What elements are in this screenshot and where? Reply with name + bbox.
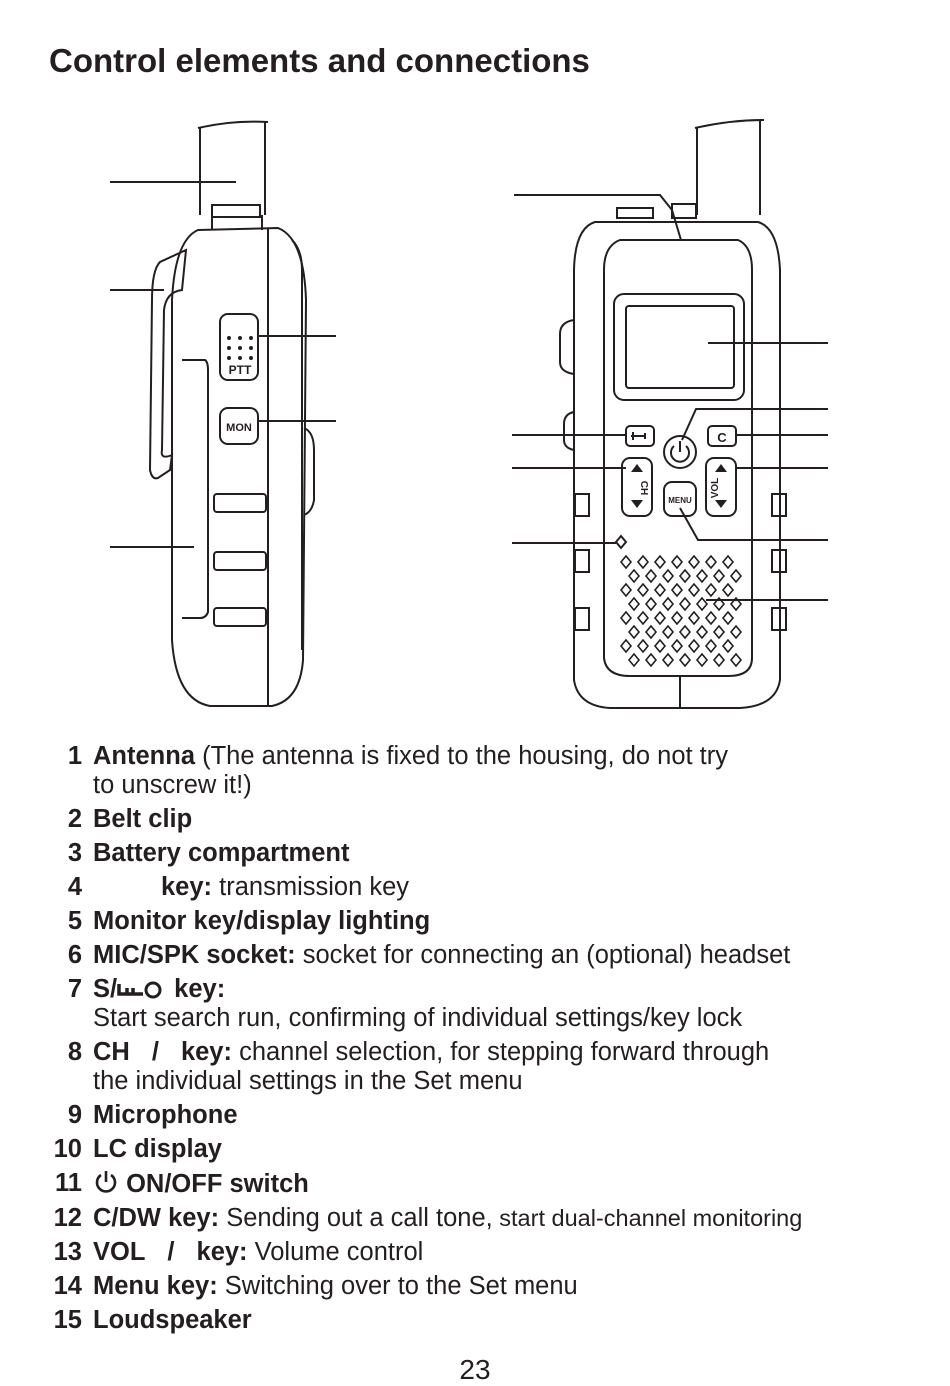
svg-text:CH: CH — [638, 480, 649, 496]
list-item: 9 Microphone — [67, 1101, 238, 1129]
power-icon — [93, 1169, 119, 1195]
list-item: 8 CH / key: channel selection, for stepping forward through the individual settings in the Set menu — [67, 1038, 770, 1095]
list-item: 12 C/DW key: Sending out a call tone, start dual-channel monitoring — [53, 1204, 803, 1232]
front-view — [512, 120, 828, 708]
list-item: 7 S/ key: Start search run, confirming of individual settings/key lock — [67, 975, 743, 1032]
page-title: Control elements and connections — [49, 42, 590, 79]
list-item: 1 Antenna (The antenna is fixed to the housing, do not try to unscrew it!) — [67, 742, 728, 799]
control-elements-list — [40, 742, 920, 1340]
key-lock-icon — [117, 978, 167, 1000]
svg-text:MON: MON — [226, 422, 252, 434]
list-item: 14 Menu key: Switching over to the Set menu — [53, 1272, 578, 1300]
list-item: 6 MIC/SPK socket: socket for connecting an (optional) headset — [67, 941, 791, 969]
list-item: 10 LC display — [53, 1135, 222, 1163]
list-item: 2 Belt clip — [67, 805, 193, 833]
svg-text:PTT: PTT — [228, 363, 252, 377]
radio-illustration — [0, 110, 950, 720]
list-item: 13 VOL / key: Volume control — [53, 1238, 424, 1266]
svg-text:C: C — [717, 430, 727, 445]
speaker-grille — [621, 556, 741, 666]
list-item: 11 ON/OFF switch — [55, 1169, 309, 1198]
list-item: 3 Battery compartment — [67, 839, 350, 867]
svg-text:MENU: MENU — [668, 496, 692, 505]
svg-text:VOL: VOL — [710, 477, 721, 499]
list-item: 15 Loudspeaker — [53, 1306, 252, 1334]
lc-display — [626, 306, 734, 388]
page-number: 23 — [459, 1354, 491, 1385]
belt-clip — [150, 250, 186, 478]
side-view — [110, 122, 336, 706]
list-item: 4 key: transmission key — [67, 873, 410, 901]
list-item: 5 Monitor key/display lighting — [67, 907, 431, 935]
